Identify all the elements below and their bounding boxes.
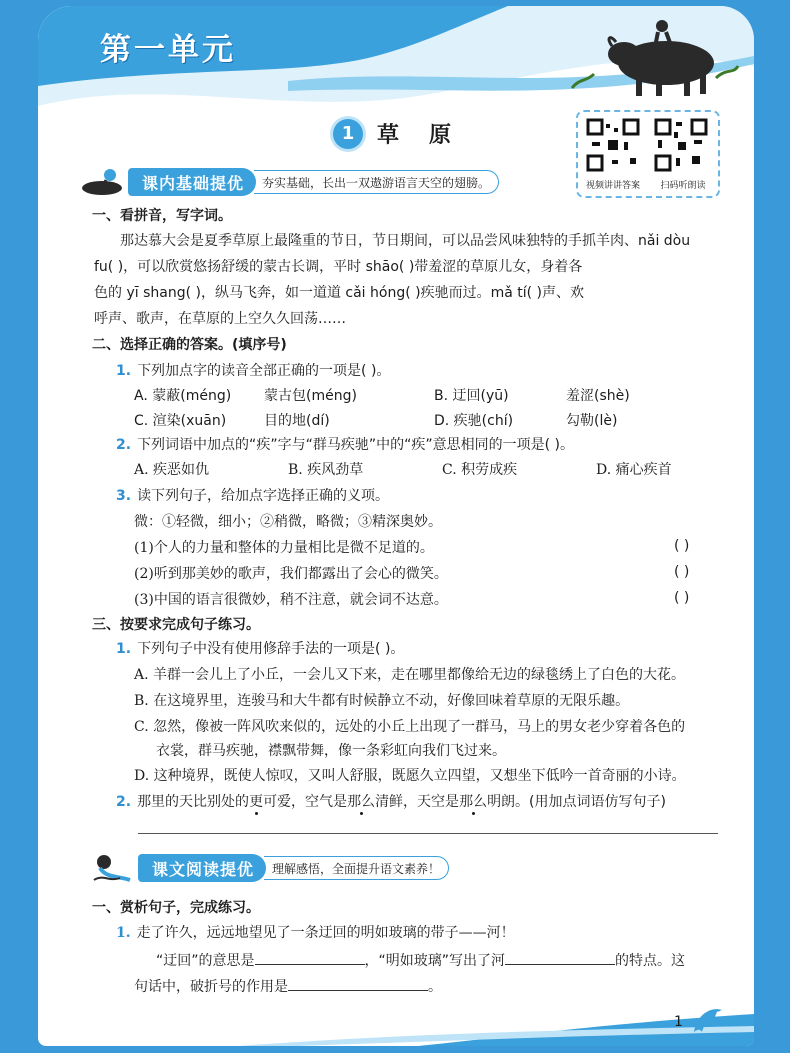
sentence-item: (1)个人的力量和整体的力量相比是微不足道的。 [134,540,434,556]
option-b1: B. 迂回(yū) [434,388,509,404]
answer-blank[interactable] [505,950,615,965]
swimming-kid-icon [90,852,136,884]
text-part: ，“明如玻璃”写出了河 [364,953,506,969]
reading-q1-line3 [134,976,442,997]
option-d2: 勾勒(lè) [566,413,618,429]
part1-line: fu( )，可以欣赏悠扬舒缓的蒙古长调，平时 shāo( )带羞涩的草原儿女，身着各 [94,259,583,275]
sentence-item: (3)中国的语言很微妙，稍不注意，就会词不达意。 [134,592,448,608]
part2-heading: 二、选择正确的答案。(填序号) [92,337,287,353]
part2-q1-stem [116,361,390,381]
dotted-word: 那么 [347,794,376,810]
answer-paren[interactable]: ( ) [674,564,690,580]
text-part: 。 [428,979,442,995]
section-banner-subtitle: 理解感悟，全面提升语文素养！ [264,856,449,880]
text-part: 句话中，破折号的作用是 [134,979,288,995]
answer-writing-line[interactable] [138,832,718,834]
section-banner-reading [90,854,449,882]
part3-heading: 三、按要求完成句子练习。 [92,617,260,633]
answer-paren[interactable]: ( ) [674,538,690,554]
reading-heading: 一、赏析句子，完成练习。 [92,900,260,916]
option-c-cont: 衣裳，群马疾驰，襟飘带舞，像一条彩虹向我们飞过来。 [156,743,506,759]
option-a2: 蒙古包(méng) [264,388,357,404]
question-number: 1. [116,641,132,657]
section-banner-basics [80,168,499,196]
question-number: 1. [116,925,131,941]
qr-caption-audio: 扫码听朗读 [660,181,706,191]
question-text: 读下列句子，给加点字选择正确的义项。 [137,488,390,504]
qr-code-panel [576,110,720,198]
footer-swoosh [38,1006,754,1046]
question-number: 2. [116,794,132,810]
option-a: A. 疾恶如仇 [134,462,210,478]
text-part: “迂回”的意思是 [156,953,255,969]
option-b: B. 在这境界里，连骏马和大牛都有时候静立不动，好像回味着草原的无限乐趣。 [134,693,630,709]
part1-line: 那达慕大会是夏季草原上最隆重的节日，节日期间，可以品尝风味独特的手抓羊肉、nǎi dòu [120,233,691,249]
qr-code-audio[interactable] [654,118,708,172]
question-number: 1. [116,363,132,379]
section-banner-subtitle: 夯实基础，长出一双遨游语言天空的翅膀。 [254,170,499,194]
option-c: C. 忽然，像被一阵风吹来似的，远处的小丘上出现了一群马，马上的男女老少穿着各色的 [134,719,686,735]
part1-line: 呼声、歌声，在草原的上空久久回荡…… [94,311,346,327]
option-b2: 羞涩(shè) [566,388,630,404]
answer-paren[interactable]: ( ) [674,590,690,606]
part3-q1-stem [116,639,404,659]
reading-q1-line2 [156,950,685,971]
unit-title: 第一单元 [100,32,236,68]
qr-code-video[interactable] [586,118,640,172]
buffalo-rider-illustration [566,8,741,98]
text-part: 的特点。这 [615,953,686,969]
part1-line: 色的 yī shang( )，纵马飞奔，如一道道 cǎi hóng( )疾驰而过。mǎ tí( )声、欢 [94,285,585,301]
word-meanings: 微：①轻微，细小；②稍微，略微；③精深奥妙。 [134,514,442,530]
option-c: C. 积劳成疾 [442,462,518,478]
answer-blank[interactable] [255,950,365,965]
question-text: 走了许久，远远地望见了一条迂回的明如玻璃的带子——河！ [136,925,515,941]
option-a: A. 羊群一会儿上了小丘，一会儿又下来，走在哪里都像给无边的绿毯绣上了白色的大花。 [134,667,686,683]
question-text: 下列加点字的读音全部正确的一项是( )。 [137,363,391,379]
section-banner-title: 课内基础提优 [128,168,256,196]
part3-q2-stem [116,792,666,812]
option-a1: A. 蒙蔽(méng) [134,388,232,404]
option-c1: C. 渲染(xuān) [134,413,227,429]
text-part: 那里的天比别处的 [137,794,250,810]
section-banner-title: 课文阅读提优 [138,854,266,882]
option-row-1 [134,386,231,406]
dolphin-icon [688,1002,728,1042]
option-b: B. 疾风劲草 [288,462,364,478]
option-d: D. 痛心疾首 [596,462,672,478]
workbook-page [38,6,754,1046]
page-number: 1 [674,1014,683,1030]
answer-blank[interactable] [288,976,428,991]
lesson-heading [333,118,481,149]
question-text: 下列词语中加点的“疾”字与“群马疾驰”中的“疾”意思相同的一项是( )。 [137,437,574,453]
question-text: 下列句子中没有使用修辞手法的一项是( )。 [137,641,405,657]
option-d: D. 这种境界，既使人惊叹，又叫人舒服，既愿久立四望，又想坐下低吟一首奇丽的小诗。 [134,768,686,784]
part2-q3-stem [116,486,389,506]
question-number: 2. [116,437,132,453]
qr-caption-video: 视频讲讲答案 [585,181,640,191]
option-d1: D. 疾驰(chí) [434,413,514,429]
text-part: 可爱，空气是 [263,794,348,810]
text-part: 明朗。(用加点词语仿写句子) [487,794,666,810]
lesson-title: 草原 [377,122,482,148]
boy-on-dolphin-icon [80,166,126,198]
part1-heading: 一、看拼音，写字词。 [92,208,232,224]
question-number: 3. [116,488,132,504]
option-c2: 目的地(dí) [264,413,330,429]
sentence-item: (2)听到那美妙的歌声，我们都露出了会心的微笑。 [134,566,448,582]
dotted-word: 那么 [459,794,488,810]
reading-q1-stem [116,923,515,943]
part2-q2-stem [116,435,574,455]
text-part: 清鲜，天空是 [375,794,460,810]
lesson-number-badge: 1 [333,119,363,149]
dotted-word: 更 [249,794,264,810]
